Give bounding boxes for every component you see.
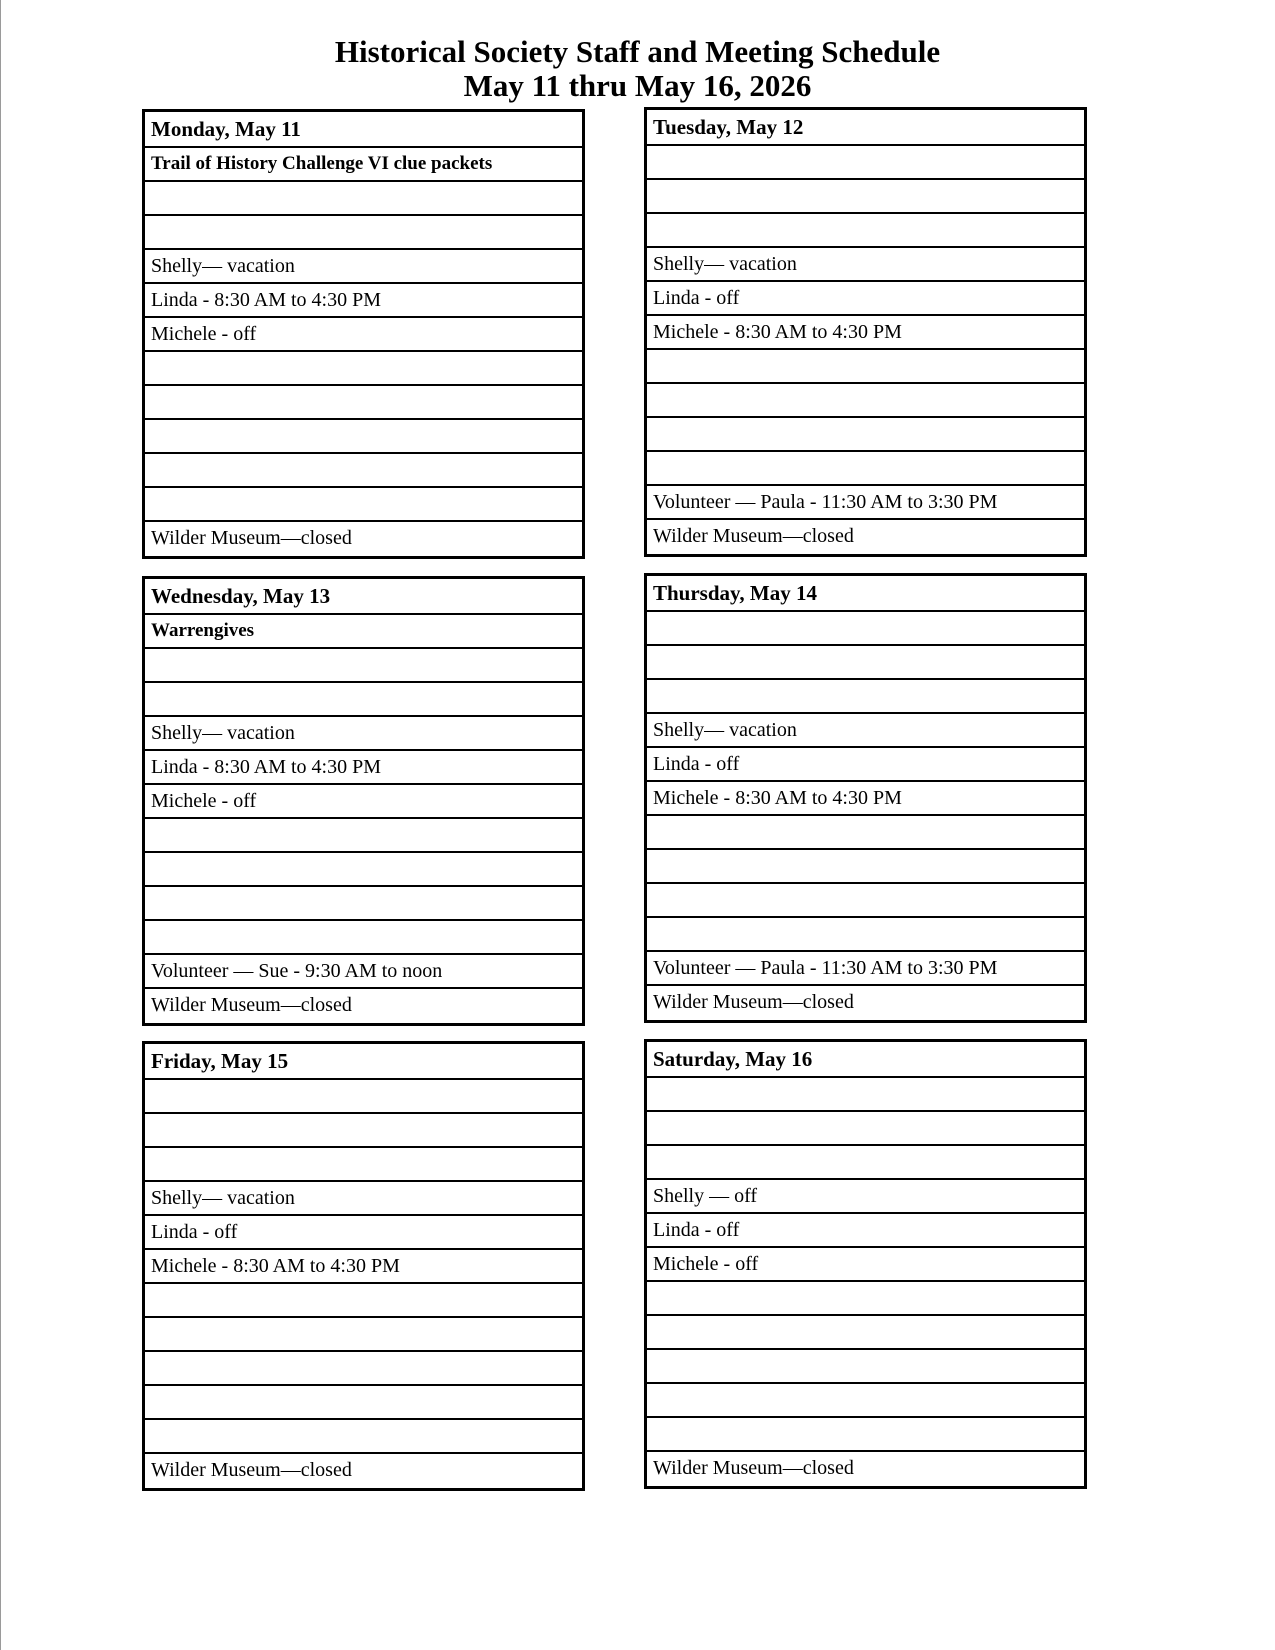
page-title: Historical Society Staff and Meeting Schedule [334, 34, 941, 69]
day-box-saturday [644, 1039, 1087, 1489]
schedule-row: Michele - 8:30 AM to 4:30 PM [647, 782, 1084, 816]
schedule-row [647, 884, 1084, 918]
schedule-row: Wilder Museum—closed [151, 994, 352, 1016]
schedule-row [145, 1318, 582, 1352]
schedule-row [647, 646, 1084, 680]
schedule-row [647, 1146, 1084, 1180]
schedule-row [647, 180, 1084, 214]
schedule-row [647, 1350, 1084, 1384]
schedule-row [647, 1418, 1084, 1452]
schedule-row [647, 350, 1084, 384]
schedule-row [647, 1316, 1084, 1350]
schedule-row: Shelly— vacation [145, 1182, 582, 1216]
schedule-row [145, 649, 582, 683]
schedule-row: Shelly— vacation [647, 714, 1084, 748]
schedule-row [647, 1078, 1084, 1112]
schedule-row: Wilder Museum—closed [653, 991, 854, 1013]
day-box-monday [142, 109, 585, 559]
schedule-event-row: Warrengives [145, 615, 582, 649]
schedule-row: Linda - 8:30 AM to 4:30 PM [145, 284, 582, 318]
schedule-row: Shelly— vacation [145, 717, 582, 751]
schedule-row [647, 452, 1084, 486]
day-box-thursday [644, 573, 1087, 1023]
schedule-row: Shelly — off [647, 1180, 1084, 1214]
schedule-row [145, 454, 582, 488]
schedule-row: Michele - off [647, 1248, 1084, 1282]
schedule-row [145, 1386, 582, 1420]
schedule-row [145, 921, 582, 955]
schedule-row [145, 1080, 582, 1114]
schedule-row [145, 1114, 582, 1148]
schedule-row: Volunteer — Paula - 11:30 AM to 3:30 PM [647, 952, 1084, 986]
day-box-friday [142, 1041, 585, 1491]
schedule-row [647, 384, 1084, 418]
schedule-row: Volunteer — Paula - 11:30 AM to 3:30 PM [647, 486, 1084, 520]
day-header: Tuesday, May 12 [647, 110, 1084, 146]
schedule-row [647, 146, 1084, 180]
schedule-row: Wilder Museum—closed [653, 1457, 854, 1479]
schedule-row [145, 386, 582, 420]
schedule-row [145, 488, 582, 522]
schedule-row [145, 352, 582, 386]
schedule-row [145, 853, 582, 887]
schedule-row [647, 1384, 1084, 1418]
schedule-row: Shelly— vacation [647, 248, 1084, 282]
page-edge [0, 0, 1, 1650]
schedule-row: Michele - 8:30 AM to 4:30 PM [145, 1250, 582, 1284]
schedule-row: Shelly— vacation [145, 250, 582, 284]
day-box-tuesday [644, 107, 1087, 557]
day-box-wednesday [142, 576, 585, 1026]
schedule-row [145, 420, 582, 454]
schedule-event-row: Trail of History Challenge VI clue packets [145, 148, 582, 182]
schedule-row: Michele - 8:30 AM to 4:30 PM [647, 316, 1084, 350]
schedule-row [647, 918, 1084, 952]
schedule-row: Linda - off [145, 1216, 582, 1250]
schedule-row [647, 816, 1084, 850]
schedule-row: Linda - 8:30 AM to 4:30 PM [145, 751, 582, 785]
schedule-row [145, 1148, 582, 1182]
schedule-row: Wilder Museum—closed [151, 1459, 352, 1481]
schedule-row: Linda - off [647, 282, 1084, 316]
day-header: Saturday, May 16 [647, 1042, 1084, 1078]
schedule-row: Wilder Museum—closed [151, 527, 352, 549]
schedule-row [145, 1420, 582, 1454]
day-header: Friday, May 15 [145, 1044, 582, 1080]
day-header: Monday, May 11 [145, 112, 582, 148]
schedule-row [145, 216, 582, 250]
schedule-row [647, 850, 1084, 884]
schedule-row: Volunteer — Sue - 9:30 AM to noon [145, 955, 582, 989]
schedule-row [647, 1112, 1084, 1146]
schedule-row: Linda - off [647, 1214, 1084, 1248]
day-header: Wednesday, May 13 [145, 579, 582, 615]
schedule-row: Michele - off [145, 318, 582, 352]
schedule-row [647, 1282, 1084, 1316]
schedule-row [647, 418, 1084, 452]
schedule-row: Linda - off [647, 748, 1084, 782]
schedule-row [145, 182, 582, 216]
schedule-row [145, 1284, 582, 1318]
page-subtitle: May 11 thru May 16, 2026 [463, 68, 812, 103]
schedule-row [145, 819, 582, 853]
schedule-row [647, 214, 1084, 248]
schedule-row [145, 683, 582, 717]
day-header: Thursday, May 14 [647, 576, 1084, 612]
schedule-row [145, 887, 582, 921]
schedule-row [647, 680, 1084, 714]
schedule-row [647, 612, 1084, 646]
schedule-row: Wilder Museum—closed [653, 525, 854, 547]
schedule-row: Michele - off [145, 785, 582, 819]
schedule-row [145, 1352, 582, 1386]
